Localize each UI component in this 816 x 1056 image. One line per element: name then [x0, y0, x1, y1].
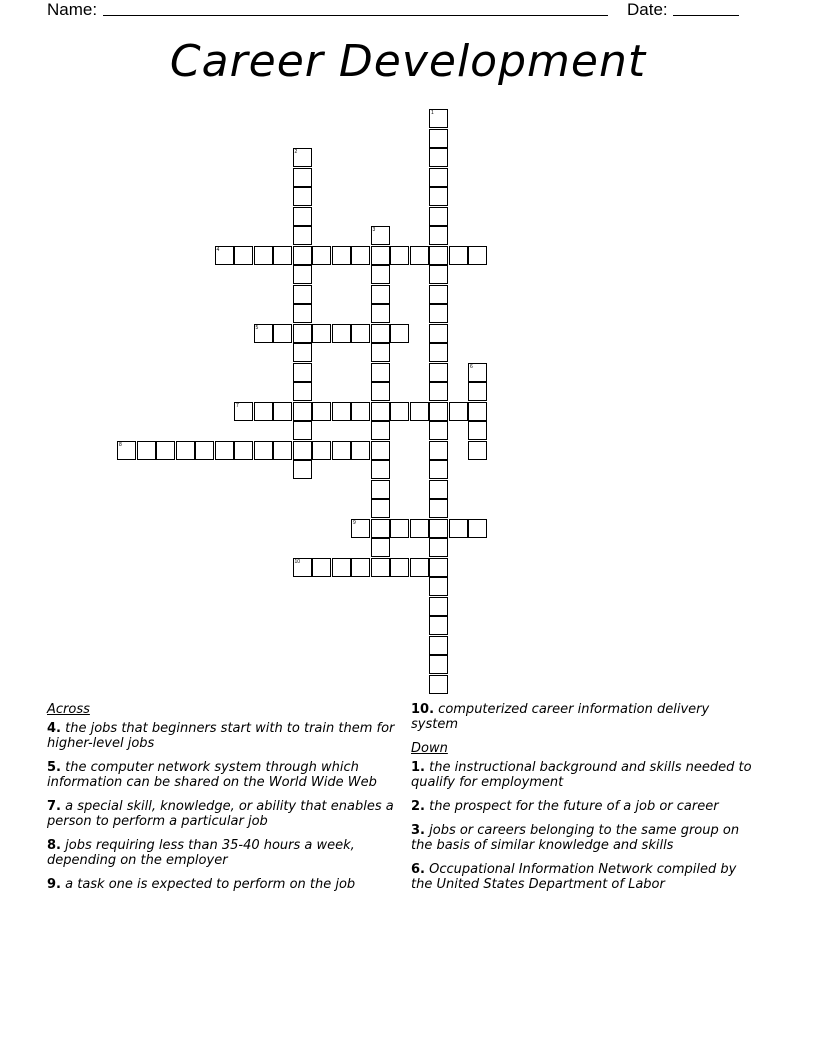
- grid-cell[interactable]: [468, 421, 487, 440]
- grid-cell[interactable]: [293, 207, 312, 226]
- cell-number: 5: [255, 324, 259, 331]
- grid-cell[interactable]: [429, 636, 448, 655]
- grid-cell[interactable]: [410, 246, 429, 265]
- grid-cell[interactable]: [390, 324, 409, 343]
- grid-cell[interactable]: [293, 421, 312, 440]
- grid-cell[interactable]: [468, 382, 487, 401]
- grid-cell[interactable]: [429, 363, 448, 382]
- grid-cell[interactable]: [449, 519, 468, 538]
- clue-number: 10.: [411, 702, 435, 717]
- clue-text: the jobs that beginners start with to train them for higher-level jobs: [47, 721, 395, 751]
- grid-cell[interactable]: [429, 519, 448, 538]
- grid-cell[interactable]: [429, 402, 448, 421]
- clue-text: the prospect for the future of a job or career: [429, 799, 719, 814]
- grid-cell[interactable]: [429, 207, 448, 226]
- grid-cell[interactable]: [390, 558, 409, 577]
- grid-cell[interactable]: [351, 441, 370, 460]
- clue-across-5: [47, 760, 395, 790]
- grid-cell[interactable]: [351, 558, 370, 577]
- grid-cell[interactable]: [371, 324, 390, 343]
- clue-number: 6.: [411, 862, 425, 877]
- clue-text: a special skill, knowledge, or ability that enables a person to perform a particular job: [47, 799, 394, 829]
- grid-cell[interactable]: [429, 499, 448, 518]
- grid-cell[interactable]: [429, 675, 448, 694]
- grid-cell[interactable]: [293, 382, 312, 401]
- grid-cell[interactable]: [293, 285, 312, 304]
- clues-left-column: [47, 702, 395, 901]
- grid-cell[interactable]: [215, 441, 234, 460]
- grid-cell-numbered[interactable]: [371, 226, 390, 245]
- grid-cell[interactable]: [254, 441, 273, 460]
- grid-cell[interactable]: [410, 519, 429, 538]
- cell-number: 2: [294, 149, 298, 155]
- grid-cell[interactable]: [293, 168, 312, 187]
- grid-cell[interactable]: [293, 265, 312, 284]
- grid-cell[interactable]: [429, 441, 448, 460]
- grid-cell[interactable]: [293, 460, 312, 479]
- grid-cell-numbered[interactable]: [234, 402, 253, 421]
- grid-cell[interactable]: [390, 402, 409, 421]
- grid-cell[interactable]: [332, 324, 351, 343]
- grid-cell[interactable]: [371, 480, 390, 499]
- grid-cell-numbered[interactable]: [117, 441, 136, 460]
- grid-cell[interactable]: [332, 441, 351, 460]
- grid-cell[interactable]: [429, 187, 448, 206]
- cell-number: 3: [372, 227, 376, 233]
- clue-across-8: [47, 838, 395, 868]
- grid-cell[interactable]: [371, 382, 390, 401]
- grid-cell[interactable]: [429, 226, 448, 245]
- clue-down-2: [411, 799, 759, 814]
- grid-cell[interactable]: [429, 265, 448, 284]
- cell-number: 6: [470, 363, 473, 370]
- grid-cell[interactable]: [429, 324, 448, 343]
- grid-cell[interactable]: [273, 441, 292, 460]
- grid-cell[interactable]: [332, 402, 351, 421]
- cell-number: 1: [431, 110, 434, 116]
- clue-down-1: [411, 760, 759, 790]
- date-label: Date:: [627, 0, 668, 19]
- clue-across-4: [47, 721, 395, 751]
- clue-number: 1.: [411, 760, 425, 775]
- grid-cell[interactable]: [429, 246, 448, 265]
- grid-cell-numbered[interactable]: [468, 363, 487, 382]
- clue-number: 5.: [47, 760, 61, 775]
- grid-cell[interactable]: [293, 441, 312, 460]
- clue-text: Occupational Information Network compiled by the United States Department of Labor: [411, 862, 737, 892]
- across-heading: Across: [47, 702, 90, 717]
- grid-cell[interactable]: [293, 324, 312, 343]
- grid-cell[interactable]: [410, 558, 429, 577]
- grid-cell[interactable]: [312, 246, 331, 265]
- grid-cell[interactable]: [371, 538, 390, 557]
- grid-cell[interactable]: [390, 519, 409, 538]
- grid-cell[interactable]: [429, 421, 448, 440]
- grid-cell-numbered[interactable]: [293, 148, 312, 167]
- grid-cell[interactable]: [449, 246, 468, 265]
- cell-number: 9: [353, 519, 356, 526]
- grid-cell[interactable]: [371, 558, 390, 577]
- clue-text: the computer network system through which information can be shared on the World Wide Web: [47, 760, 377, 790]
- cell-number: 7: [236, 402, 239, 409]
- grid-cell[interactable]: [429, 577, 448, 596]
- grid-cell[interactable]: [273, 402, 292, 421]
- grid-cell[interactable]: [429, 597, 448, 616]
- grid-cell[interactable]: [429, 304, 448, 323]
- down-heading: Down: [411, 741, 448, 756]
- clue-number: 2.: [411, 799, 425, 814]
- grid-cell[interactable]: [390, 246, 409, 265]
- grid-cell[interactable]: [371, 343, 390, 362]
- grid-cell[interactable]: [429, 382, 448, 401]
- grid-cell[interactable]: [429, 460, 448, 479]
- grid-cell[interactable]: [312, 402, 331, 421]
- clue-number: 9.: [47, 877, 61, 892]
- grid-cell[interactable]: [195, 441, 214, 460]
- grid-cell[interactable]: [371, 519, 390, 538]
- grid-cell[interactable]: [312, 441, 331, 460]
- grid-cell[interactable]: [429, 538, 448, 557]
- grid-cell[interactable]: [312, 324, 331, 343]
- grid-cell[interactable]: [156, 441, 175, 460]
- clues-right-column: [411, 702, 759, 901]
- grid-cell[interactable]: [371, 363, 390, 382]
- grid-cell[interactable]: [293, 343, 312, 362]
- grid-cell-numbered[interactable]: [351, 519, 370, 538]
- grid-cell[interactable]: [429, 480, 448, 499]
- clue-text: computerized career information delivery system: [411, 702, 710, 732]
- cell-number: 10: [294, 558, 301, 565]
- grid-cell[interactable]: [371, 421, 390, 440]
- grid-cell[interactable]: [371, 460, 390, 479]
- grid-cell[interactable]: [429, 168, 448, 187]
- grid-cell[interactable]: [468, 441, 487, 460]
- grid-cell[interactable]: [429, 285, 448, 304]
- grid-cell[interactable]: [410, 402, 429, 421]
- grid-cell[interactable]: [429, 148, 448, 167]
- grid-cell[interactable]: [351, 402, 370, 421]
- grid-cell[interactable]: [371, 304, 390, 323]
- grid-cell[interactable]: [468, 246, 487, 265]
- grid-cell[interactable]: [234, 246, 253, 265]
- grid-cell[interactable]: [254, 246, 273, 265]
- grid-cell[interactable]: [429, 655, 448, 674]
- clue-down-6: [411, 862, 759, 892]
- grid-cell[interactable]: [449, 402, 468, 421]
- clue-number: 7.: [47, 799, 61, 814]
- grid-cell-numbered[interactable]: [429, 109, 448, 128]
- grid-cell[interactable]: [429, 558, 448, 577]
- grid-cell[interactable]: [234, 441, 253, 460]
- grid-cell[interactable]: [371, 402, 390, 421]
- page-title: Career Development: [169, 36, 647, 87]
- grid-cell[interactable]: [293, 246, 312, 265]
- cell-number: 8: [119, 441, 122, 448]
- grid-cell[interactable]: [254, 402, 273, 421]
- grid-cell[interactable]: [371, 285, 390, 304]
- grid-cell[interactable]: [351, 324, 370, 343]
- grid-cell-numbered[interactable]: [215, 246, 234, 265]
- grid-cell[interactable]: [273, 324, 292, 343]
- grid-cell[interactable]: [273, 246, 292, 265]
- grid-cell-numbered[interactable]: [293, 558, 312, 577]
- grid-cell[interactable]: [371, 265, 390, 284]
- clue-across-9: [47, 877, 395, 892]
- grid-cell[interactable]: [468, 519, 487, 538]
- clue-text: jobs or careers belonging to the same group on the basis of similar knowledge and skills: [411, 823, 740, 853]
- grid-cell[interactable]: [293, 402, 312, 421]
- cell-number: 4: [216, 246, 220, 253]
- clue-number: 8.: [47, 838, 61, 853]
- grid-cell[interactable]: [468, 402, 487, 421]
- grid-cell[interactable]: [332, 246, 351, 265]
- grid-cell[interactable]: [137, 441, 156, 460]
- grid-cell[interactable]: [429, 343, 448, 362]
- grid-cell[interactable]: [293, 363, 312, 382]
- clue-text: a task one is expected to perform on the job: [65, 877, 356, 892]
- grid-cell[interactable]: [429, 616, 448, 635]
- name-label: Name:: [47, 0, 98, 19]
- grid-cell[interactable]: [293, 226, 312, 245]
- grid-cell-numbered[interactable]: [254, 324, 273, 343]
- grid-cell[interactable]: [312, 558, 331, 577]
- grid-cell[interactable]: [293, 187, 312, 206]
- grid-cell[interactable]: [293, 304, 312, 323]
- clue-across-7: [47, 799, 395, 829]
- clue-across-10: [411, 702, 759, 732]
- grid-cell[interactable]: [351, 246, 370, 265]
- grid-cell[interactable]: [429, 129, 448, 148]
- clue-number: 3.: [411, 823, 425, 838]
- grid-cell[interactable]: [176, 441, 195, 460]
- grid-cell[interactable]: [332, 558, 351, 577]
- grid-cell[interactable]: [371, 499, 390, 518]
- clue-number: 4.: [47, 721, 61, 736]
- clue-text: jobs requiring less than 35-40 hours a week, depending on the employer: [47, 838, 355, 868]
- clue-down-3: [411, 823, 759, 853]
- grid-cell[interactable]: [371, 441, 390, 460]
- clue-text: the instructional background and skills needed to qualify for employment: [411, 760, 752, 790]
- grid-cell[interactable]: [371, 246, 390, 265]
